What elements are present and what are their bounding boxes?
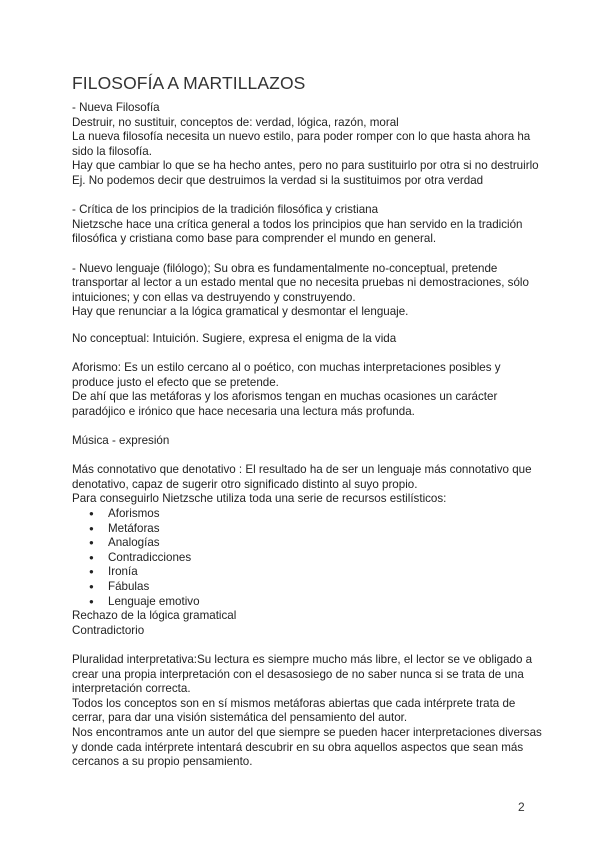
list-item: ● Contradicciones — [72, 551, 542, 566]
paragraph: La nueva filosofía necesita un nuevo estilo, para poder romper con lo que hasta ahora ha sido la filosofía. — [72, 130, 531, 158]
paragraph: Hay que cambiar lo que se ha hecho antes, pero no para sustituirlo por otra si no destruirlo — [72, 159, 539, 173]
paragraph: Contradictorio — [72, 623, 145, 637]
section-heading-nueva-filosofia: - Nueva Filosofía — [72, 101, 160, 114]
paragraph: Nos encontramos ante un autor del que siempre se pueden hacer interpretaciones diversas y donde cada intérprete intentará descubrir en su obra aquellos aspectos que sean más cercanos a su propio pensamiento. — [72, 725, 542, 769]
paragraph-pluralidad: Pluralidad interpretativa:Su lectura es siempre mucho más libre, el lector se ve obligado a crear una propia interpretación con el desasosiego de no saber nunca si se trata de una interpretación correcta. — [72, 652, 533, 696]
list-item: ● Analogías — [72, 536, 542, 551]
paragraph-aforismo: Aforismo: Es un estilo cercano al o poético, con muchas interpretaciones posibles y produce justo el efecto que se pretende. — [72, 361, 501, 389]
paragraph: Para conseguirlo Nietzsche utiliza toda una serie de recursos estilísticos: — [72, 492, 447, 506]
paragraph-nuevo-lenguaje: - Nuevo lenguaje (filólogo); Su obra es fundamentalmente no-conceptual, pretende transportar al lector a un estado mental que no necesita pruebas ni demostraciones, sólo intuiciones; y con ellas va destruyendo y construyendo. — [72, 261, 529, 304]
list-item: ● Fábulas — [72, 580, 542, 595]
page-number: 2 — [518, 800, 525, 814]
paragraph-musica: Música - expresión — [72, 434, 170, 448]
list-item: ● Aforismos — [72, 507, 542, 522]
paragraph: Nietzsche hace una crítica general a todos los principios que han servido en la tradición filosófica y cristiana como base para comprender el mundo en general. — [72, 217, 523, 246]
paragraph: Ej. No podemos decir que destruimos la verdad si la sustituimos por otra verdad — [72, 173, 484, 187]
resources-list — [72, 507, 542, 609]
list-item: ● Ironía — [72, 565, 542, 580]
paragraph: Hay que renunciar a la lógica gramatical y desmontar el lenguaje. — [72, 305, 409, 319]
paragraph-no-conceptual: No conceptual: Intuición. Sugiere, expresa el enigma de la vida — [72, 331, 397, 345]
section-heading-critica: - Crítica de los principios de la tradición filosófica y cristiana — [72, 203, 379, 217]
paragraph: Todos los conceptos son en sí mismos metáforas abiertas que cada intérprete trata de cerrar, para dar una visión sistemática del pensamiento del autor. — [72, 696, 516, 725]
paragraph: Destruir, no sustituir, conceptos de: verdad, lógica, razón, moral — [72, 115, 399, 129]
list-item: ● Lenguaje emotivo — [72, 595, 542, 610]
page-title: FILOSOFÍA A MARTILLAZOS — [72, 73, 306, 93]
paragraph: Rechazo de la lógica gramatical — [72, 609, 237, 623]
paragraph-connotativo: Más connotativo que denotativo : El resultado ha de ser un lenguaje más connotativo que denotativo, capaz de sugerir otro significado distinto al suyo propio. — [72, 463, 532, 491]
page-content — [72, 101, 542, 770]
list-item: ● Metáforas — [72, 522, 542, 537]
paragraph: De ahí que las metáforas y los aforismos tengan en muchas ocasiones un carácter paradójico e irónico que hace necesaria una lectura más profunda. — [72, 390, 498, 418]
